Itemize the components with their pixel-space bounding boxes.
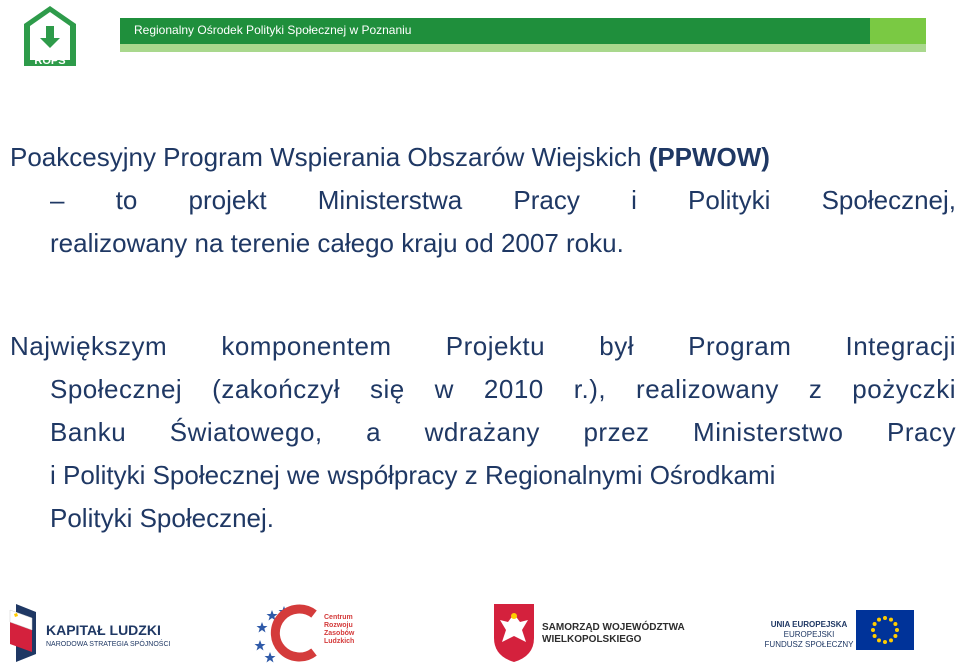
paragraph2-line1: Największym komponentem Projektu był Program Integracji	[10, 331, 956, 361]
ppwow-acronym: (PPWOW)	[648, 142, 770, 172]
paragraph2-line4: i Polityki Społecznej we współpracy z Regionalnymi Ośrodkami	[50, 460, 776, 490]
paragraph1-line1-text: Poakcesyjny Program Wspierania Obszarów Wiejskich	[10, 142, 649, 172]
paragraph1-line2: – to projekt Ministerstwa Pracy i Polityki Społecznej,	[50, 185, 956, 215]
header-title: Regionalny Ośrodek Polityki Społecznej w Poznaniu	[134, 23, 412, 37]
eu-line2: EUROPEJSKI	[783, 630, 835, 639]
header-bar-accent	[870, 18, 926, 44]
samorzad-name	[542, 622, 685, 646]
crzl-name	[324, 614, 354, 646]
paragraph1-line3: realizowany na terenie całego kraju od 2007 roku.	[50, 228, 624, 258]
eu-name	[760, 620, 858, 650]
crzl-line1: Centrum	[324, 614, 353, 621]
kapital-ludzki-title: KAPITAŁ LUDZKI	[46, 622, 161, 638]
paragraph2-line2: Społecznej (zakończył się w 2010 r.), realizowany z pożyczki	[50, 374, 956, 404]
paragraph2-line5: Polityki Społecznej.	[50, 503, 274, 533]
eagle-shield-icon	[492, 602, 536, 664]
header-strip	[120, 44, 926, 52]
kapital-ludzki-logo	[8, 600, 188, 666]
kapital-ludzki-subtitle: NARODOWA STRATEGIA SPÓJNOŚCI	[46, 641, 171, 648]
paragraph1-line1	[10, 136, 956, 179]
poland-flag-icon	[8, 604, 38, 662]
paragraph-ppwow	[10, 136, 956, 265]
eu-line1: UNIA EUROPEJSKA	[770, 620, 848, 629]
eu-flag-icon	[856, 610, 914, 650]
crzl-emblem-icon	[252, 600, 322, 666]
crzl-line4: Ludzkich	[324, 638, 355, 645]
paragraph-program-integracji	[10, 325, 956, 540]
samorzad-logo	[492, 600, 685, 666]
paragraph2-line3: Banku Światowego, a wdrażany przez Ministerstwo Pracy	[50, 417, 956, 447]
crzl-line3: Zasobów	[324, 630, 355, 637]
rops-logo	[22, 4, 78, 68]
samorzad-line2: WIELKOPOLSKIEGO	[542, 634, 642, 645]
svg-text:ROPS: ROPS	[34, 55, 66, 67]
eu-line3: FUNDUSZ SPOŁECZNY	[764, 640, 854, 649]
eu-logo	[756, 604, 946, 666]
crzl-line2: Rozwoju	[324, 622, 353, 629]
header-bar	[120, 18, 926, 44]
crzl-logo	[252, 600, 392, 666]
samorzad-line1: SAMORZĄD WOJEWÓDZTWA	[542, 622, 685, 633]
footer-logos	[0, 598, 960, 670]
